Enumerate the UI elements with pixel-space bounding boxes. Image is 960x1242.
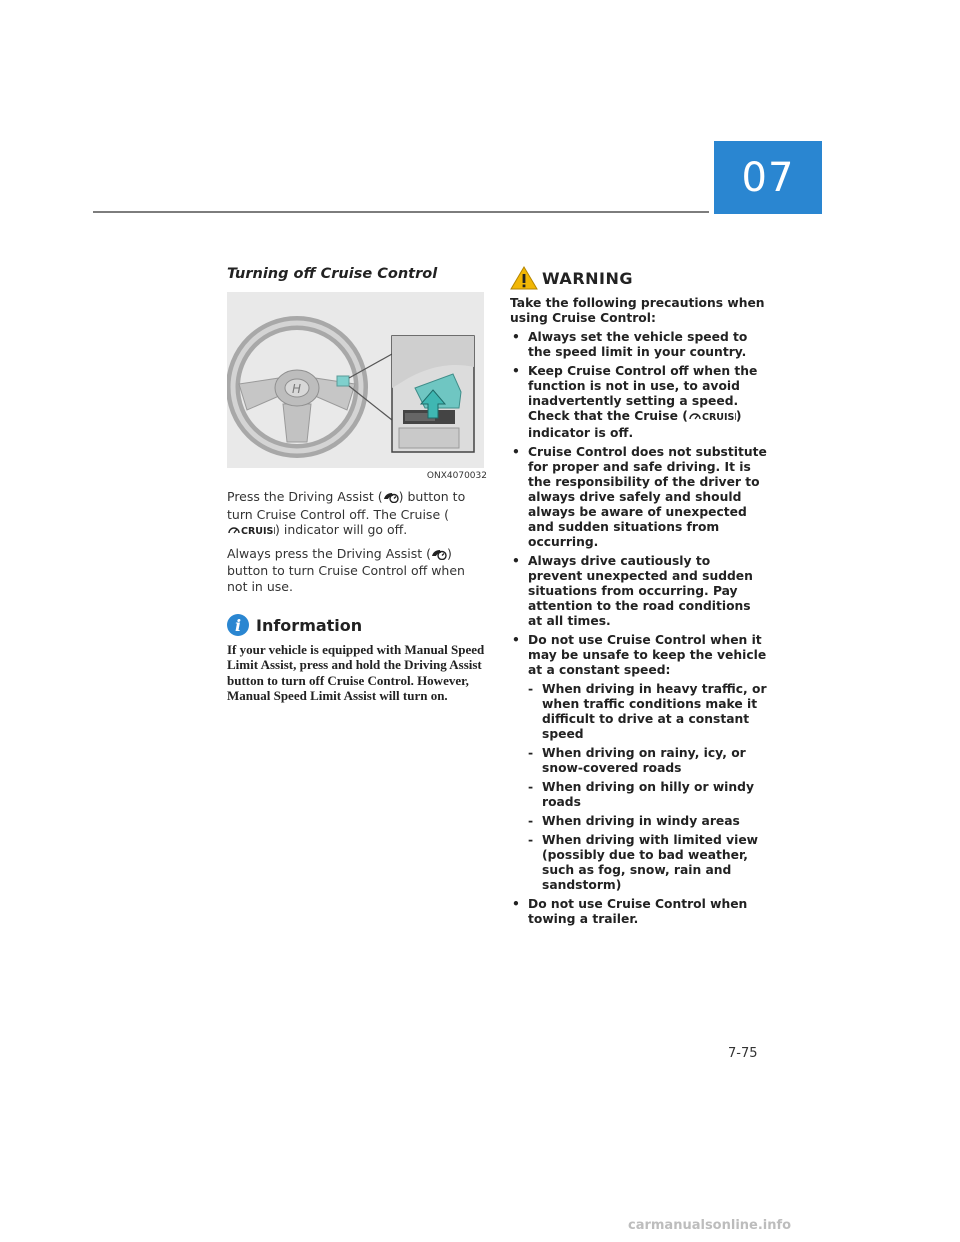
warning-list [510,330,768,927]
cruise-icon-label: CRUIS [241,526,274,536]
warning-intro: Take the following precautions when using Cruise Control: [510,296,765,325]
info-title: Information [256,615,363,635]
warning-item [510,364,768,441]
warning-subitem: - When driving on hilly or windy roads [528,780,768,810]
warning-item: • Always set the vehicle speed to the speed limit in your country. [510,330,768,360]
text-span: ) button to turn Cruise Control off when not in use. [227,545,465,594]
cruise-indicator-icon [688,409,736,426]
warning-subitem: - When driving with limited view (possibly due to bad weather, such as fog, snow, rain and sandstorm) [528,833,768,893]
driving-assist-icon [431,547,447,564]
section-title: Turning off Cruise Control [227,266,438,282]
warning-item [510,633,768,893]
steering-wheel-figure [227,292,484,468]
chapter-tab [714,141,822,214]
warning-item: • Cruise Control does not substitute for proper and safe driving. It is the responsibility of the driver to always drive safely and should always be aware of unexpected and sudden situations from occurring. [510,445,768,550]
paragraph-press-button [227,489,487,540]
text-span: Press the Driving Assist ( [227,489,383,504]
chapter-number: 07 [741,154,795,201]
cruise-indicator-icon [227,523,275,540]
steering-wheel-illustration [227,292,484,468]
page-number: 7-75 [728,1046,758,1061]
info-icon: i [227,614,249,636]
info-header [227,614,487,636]
warning-title: WARNING [542,268,633,288]
text-span: ) button to turn Cruise Control off. The Cruise ( [227,489,466,522]
text-span: ) indicator will go off. [275,522,408,537]
text-span: ) indicator is off. [528,409,742,440]
figure-code: ONX4070032 [426,471,487,481]
warning-subitem: - When driving on rainy, icy, or snow-covered roads [528,746,768,776]
cruise-icon-label: CRUIS [701,412,735,422]
text-span: Always press the Driving Assist ( [227,545,432,561]
warning-subitem: - When driving in heavy traffic, or when traffic conditions make it difficult to drive at a constant speed [528,682,768,742]
warning-icon [510,266,538,290]
right-column [510,262,768,931]
text-span: Do not use Cruise Control when it may be unsafe to keep the vehicle at a constant speed: [528,633,767,677]
text-span: Keep Cruise Control off when the function is not in use, to avoid inadvertently setting a speed. Check that the Cruise ( [528,364,758,423]
warning-item: • Do not use Cruise Control when towing a trailer. [510,897,768,927]
warning-sublist [528,682,768,893]
driving-assist-icon [383,490,399,507]
info-text: If your vehicle is equipped with Manual Speed Limit Assist, press and hold the Driving Assist button to turn off Cruise Control. However, Manual Speed Limit Assist will turn on. [227,642,485,703]
warning-header [510,266,768,290]
svg-text:H: H [292,382,302,396]
warning-item: • Always drive cautiously to prevent unexpected and sudden situations from occurring. Pay attention to the road conditions at all times. [510,554,768,629]
left-column [227,262,487,703]
paragraph-always-press [227,546,487,595]
watermark: carmanualsonline.info [628,1218,792,1233]
header-divider [93,211,709,213]
warning-subitem: - When driving in windy areas [528,814,768,829]
